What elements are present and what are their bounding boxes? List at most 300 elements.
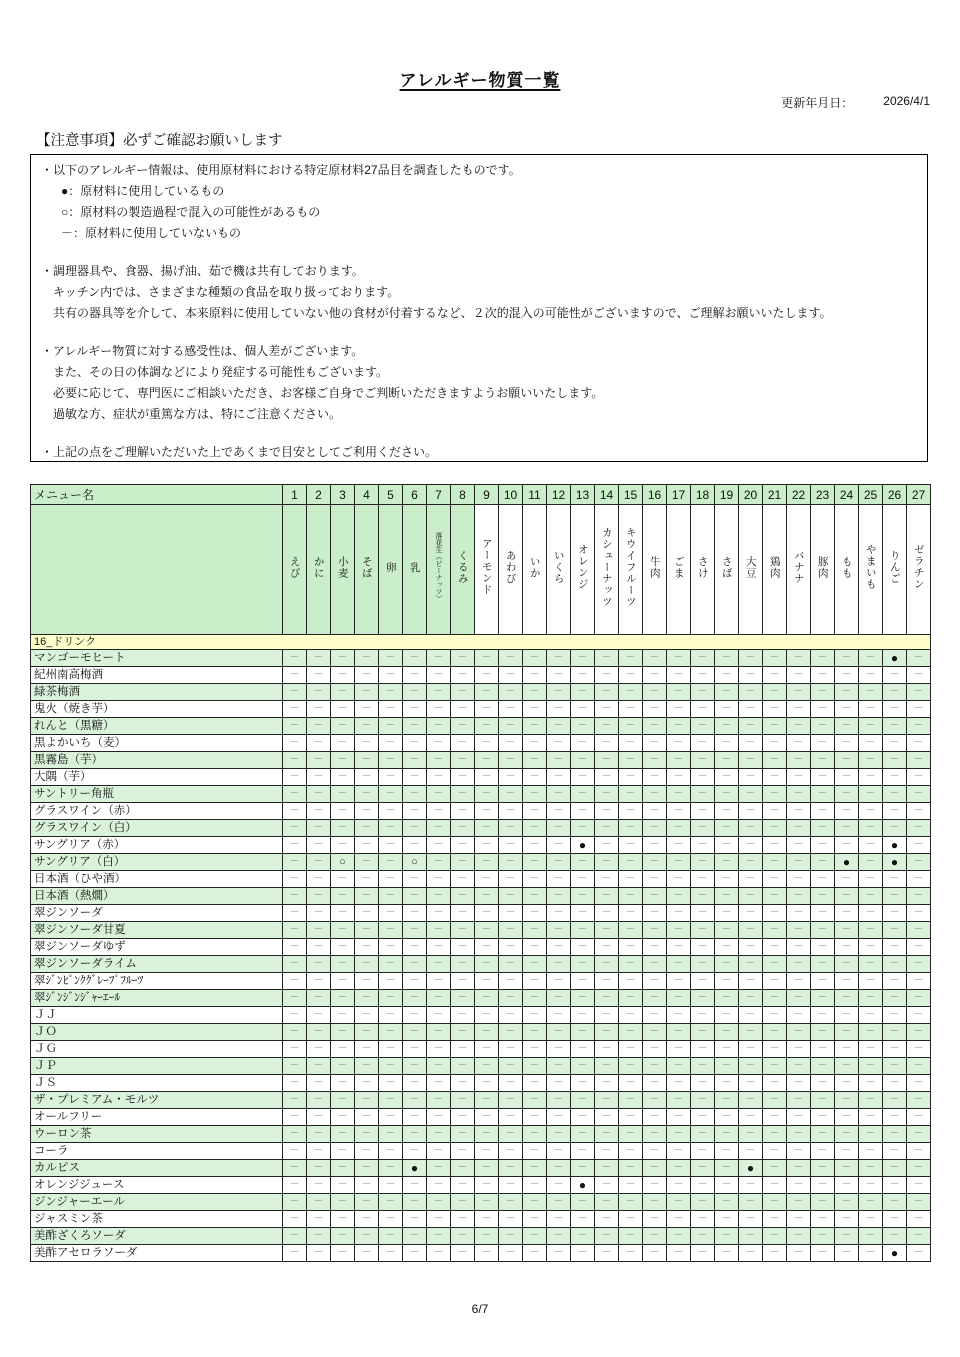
mark-cell: － [331, 956, 355, 973]
mark-cell: － [427, 1228, 451, 1245]
mark-cell: － [859, 718, 883, 735]
mark-cell: － [907, 1007, 931, 1024]
mark-cell: － [403, 837, 427, 854]
mark-cell: － [403, 1092, 427, 1109]
mark-cell: － [715, 752, 739, 769]
mark-cell: － [523, 1024, 547, 1041]
menu-row [31, 1211, 931, 1228]
mark-cell: － [499, 1075, 523, 1092]
mark-cell: － [667, 667, 691, 684]
mark-cell: － [451, 1211, 475, 1228]
mark-cell: － [811, 650, 835, 667]
mark-cell: － [595, 1058, 619, 1075]
mark-cell: － [835, 1143, 859, 1160]
mark-cell: － [571, 905, 595, 922]
mark-cell: － [907, 735, 931, 752]
mark-cell: － [355, 1126, 379, 1143]
menu-name-cell: マンゴーモヒート [31, 650, 283, 667]
mark-cell: － [499, 786, 523, 803]
mark-cell: － [907, 973, 931, 990]
mark-cell: － [283, 956, 307, 973]
mark-cell: － [547, 1058, 571, 1075]
mark-cell: － [427, 922, 451, 939]
mark-cell: － [451, 888, 475, 905]
menu-name-cell: ＪＰ [31, 1058, 283, 1075]
mark-cell: － [907, 684, 931, 701]
mark-cell: － [523, 1058, 547, 1075]
mark-cell: － [283, 1075, 307, 1092]
mark-cell: － [499, 1058, 523, 1075]
mark-cell: － [403, 1143, 427, 1160]
mark-cell: － [739, 1007, 763, 1024]
mark-cell: － [691, 1160, 715, 1177]
allergen-number: 12 [547, 485, 571, 505]
allergen-name [859, 505, 883, 635]
mark-cell: － [571, 752, 595, 769]
menu-name-cell: 日本酒（熱燗） [31, 888, 283, 905]
mark-cell: － [307, 752, 331, 769]
mark-cell: － [739, 1109, 763, 1126]
mark-cell: － [643, 1194, 667, 1211]
mark-cell: － [763, 1245, 787, 1262]
mark-cell: － [283, 905, 307, 922]
notice-line: －：原材料に使用していないもの [61, 226, 242, 240]
mark-cell: － [835, 786, 859, 803]
mark-cell: － [835, 973, 859, 990]
mark-cell: － [763, 718, 787, 735]
mark-cell: － [883, 1007, 907, 1024]
mark-cell: － [619, 1041, 643, 1058]
mark-cell: － [307, 1245, 331, 1262]
mark-cell: － [547, 735, 571, 752]
mark-cell: － [667, 803, 691, 820]
mark-cell: － [307, 888, 331, 905]
mark-cell: － [355, 1194, 379, 1211]
mark-cell: － [691, 1126, 715, 1143]
mark-cell: － [427, 1024, 451, 1041]
mark-cell: － [403, 1041, 427, 1058]
mark-cell: － [331, 786, 355, 803]
mark-cell: － [307, 1228, 331, 1245]
mark-cell: － [643, 922, 667, 939]
mark-cell: － [355, 1041, 379, 1058]
mark-cell: － [715, 650, 739, 667]
mark-cell: － [739, 905, 763, 922]
mark-cell: － [595, 939, 619, 956]
mark-cell: － [523, 1177, 547, 1194]
mark-cell: － [907, 752, 931, 769]
menu-name-cell: オールフリー [31, 1109, 283, 1126]
mark-cell: － [643, 1245, 667, 1262]
allergen-name-text: 小麦 [336, 555, 349, 579]
allergen-name [739, 505, 763, 635]
mark-cell: － [739, 956, 763, 973]
menu-name-cell: サングリア（白） [31, 854, 283, 871]
mark-cell: － [907, 922, 931, 939]
mark-cell: － [835, 803, 859, 820]
mark-cell: － [331, 1126, 355, 1143]
mark-cell: － [427, 803, 451, 820]
mark-cell: － [787, 837, 811, 854]
mark-cell: － [691, 1211, 715, 1228]
mark-cell: － [451, 922, 475, 939]
mark-cell: － [523, 735, 547, 752]
mark-cell: － [691, 837, 715, 854]
mark-cell: － [307, 990, 331, 1007]
mark-cell: － [907, 871, 931, 888]
mark-cell: － [403, 1211, 427, 1228]
mark-cell: － [499, 1228, 523, 1245]
notice-line: ・上記の点をご理解いただいた上であくまで目安としてご利用ください。 [41, 445, 438, 459]
mark-cell: － [475, 735, 499, 752]
mark-cell: － [499, 888, 523, 905]
mark-cell: － [595, 956, 619, 973]
menu-row [31, 1075, 931, 1092]
menu-row [31, 956, 931, 973]
mark-cell: － [883, 1075, 907, 1092]
mark-cell: － [907, 1211, 931, 1228]
mark-cell: － [571, 1194, 595, 1211]
mark-cell: － [331, 1245, 355, 1262]
mark-cell: － [835, 1109, 859, 1126]
mark-cell: － [475, 1058, 499, 1075]
allergen-name [571, 505, 595, 635]
mark-cell: － [547, 939, 571, 956]
mark-cell: － [883, 1194, 907, 1211]
allergen-number: 18 [691, 485, 715, 505]
menu-name-cell: グラスワイン（赤） [31, 803, 283, 820]
mark-cell: － [427, 1058, 451, 1075]
mark-cell: － [283, 701, 307, 718]
mark-cell: － [667, 1092, 691, 1109]
mark-cell: － [667, 1007, 691, 1024]
mark-cell: － [715, 1109, 739, 1126]
mark-cell: － [715, 701, 739, 718]
mark-cell: － [787, 1143, 811, 1160]
allergen-number: 21 [763, 485, 787, 505]
mark-cell: － [667, 956, 691, 973]
mark-cell: － [499, 752, 523, 769]
mark-cell: － [619, 701, 643, 718]
mark-cell: － [379, 1041, 403, 1058]
allergen-name [307, 505, 331, 635]
mark-cell: － [355, 786, 379, 803]
mark-cell: － [811, 1177, 835, 1194]
mark-cell: － [379, 769, 403, 786]
mark-cell: － [595, 1041, 619, 1058]
mark-cell: － [523, 922, 547, 939]
menu-name-cell: オレンジジュース [31, 1177, 283, 1194]
update-date-line [781, 94, 930, 111]
allergen-name [547, 505, 571, 635]
mark-cell: － [811, 871, 835, 888]
mark-cell: － [883, 803, 907, 820]
mark-cell: － [667, 1177, 691, 1194]
allergen-name-text: もも [840, 555, 853, 579]
notice-line: また、その日の体調などにより発症する可能性もございます。 [53, 365, 389, 379]
menu-name-cell: 紀州南高梅酒 [31, 667, 283, 684]
mark-cell: － [619, 905, 643, 922]
mark-cell: － [643, 1160, 667, 1177]
mark-cell: － [523, 1126, 547, 1143]
allergen-number: 2 [307, 485, 331, 505]
mark-cell: － [475, 650, 499, 667]
mark-cell: － [907, 956, 931, 973]
mark-cell: － [691, 956, 715, 973]
mark-cell: － [667, 905, 691, 922]
mark-cell: － [427, 973, 451, 990]
allergen-name [643, 505, 667, 635]
mark-cell: － [835, 871, 859, 888]
mark-cell: － [859, 939, 883, 956]
mark-cell: － [331, 1211, 355, 1228]
mark-cell: － [451, 871, 475, 888]
mark-cell: － [715, 1228, 739, 1245]
mark-cell: － [331, 837, 355, 854]
mark-cell: － [307, 854, 331, 871]
mark-cell: ● [835, 854, 859, 871]
mark-cell: － [571, 1126, 595, 1143]
mark-cell: － [595, 1211, 619, 1228]
mark-cell: － [619, 718, 643, 735]
mark-cell: － [403, 667, 427, 684]
mark-cell: － [355, 718, 379, 735]
mark-cell: － [451, 1177, 475, 1194]
mark-cell: － [379, 922, 403, 939]
mark-cell: － [859, 871, 883, 888]
mark-cell: － [523, 1143, 547, 1160]
mark-cell: － [595, 854, 619, 871]
mark-cell: － [715, 1092, 739, 1109]
mark-cell: － [427, 1007, 451, 1024]
mark-cell: － [451, 905, 475, 922]
mark-cell: － [451, 956, 475, 973]
mark-cell: － [619, 1126, 643, 1143]
mark-cell: － [427, 1075, 451, 1092]
mark-cell: － [619, 1075, 643, 1092]
notice-line: ・調理器具や、食器、揚げ油、茹で機は共有しております。 [41, 264, 364, 278]
mark-cell: － [355, 939, 379, 956]
menu-row [31, 1228, 931, 1245]
mark-cell: － [475, 1143, 499, 1160]
mark-cell: － [523, 1109, 547, 1126]
allergen-name-text: やまいも [864, 544, 877, 590]
mark-cell: － [379, 939, 403, 956]
mark-cell: － [859, 854, 883, 871]
mark-cell: － [307, 1058, 331, 1075]
allergen-name-text: 卵 [384, 562, 397, 574]
mark-cell: ● [883, 837, 907, 854]
mark-cell: － [835, 752, 859, 769]
mark-cell: － [571, 1007, 595, 1024]
mark-cell: － [859, 922, 883, 939]
mark-cell: － [427, 1092, 451, 1109]
mark-cell: － [331, 871, 355, 888]
mark-cell: － [667, 1126, 691, 1143]
mark-cell: － [859, 667, 883, 684]
mark-cell: － [571, 1075, 595, 1092]
mark-cell: － [451, 973, 475, 990]
mark-cell: － [691, 701, 715, 718]
mark-cell: － [619, 854, 643, 871]
mark-cell: － [595, 1126, 619, 1143]
mark-cell: － [307, 803, 331, 820]
mark-cell: － [595, 735, 619, 752]
mark-cell: － [571, 854, 595, 871]
menu-row [31, 837, 931, 854]
mark-cell: － [499, 820, 523, 837]
mark-cell: － [571, 735, 595, 752]
allergen-name-text: さば [720, 555, 733, 579]
mark-cell: － [403, 786, 427, 803]
mark-cell: － [547, 667, 571, 684]
menu-row [31, 1024, 931, 1041]
mark-cell: － [355, 735, 379, 752]
allergen-name-text: ゼラチン [912, 544, 925, 590]
mark-cell: － [595, 769, 619, 786]
mark-cell: － [283, 922, 307, 939]
mark-cell: － [547, 1177, 571, 1194]
mark-cell: － [763, 973, 787, 990]
mark-cell: － [499, 1194, 523, 1211]
mark-cell: － [691, 1024, 715, 1041]
mark-cell: － [547, 837, 571, 854]
mark-cell: － [739, 769, 763, 786]
mark-cell: － [475, 973, 499, 990]
notice-line: ・アレルギー物質に対する感受性は、個人差がございます。 [41, 344, 364, 358]
menu-name-header: メニュー名 [31, 485, 283, 505]
mark-cell: － [595, 718, 619, 735]
mark-cell: － [619, 752, 643, 769]
mark-cell: － [715, 1007, 739, 1024]
mark-cell: － [907, 1143, 931, 1160]
mark-cell: － [643, 854, 667, 871]
mark-cell: － [835, 956, 859, 973]
mark-cell: － [787, 1075, 811, 1092]
mark-cell: － [883, 701, 907, 718]
menu-row [31, 769, 931, 786]
mark-cell: － [835, 1024, 859, 1041]
mark-cell: － [403, 701, 427, 718]
mark-cell: － [667, 837, 691, 854]
mark-cell: － [427, 701, 451, 718]
mark-cell: － [715, 905, 739, 922]
mark-cell: － [595, 1194, 619, 1211]
mark-cell: － [331, 769, 355, 786]
mark-cell: － [379, 1194, 403, 1211]
mark-cell: － [283, 973, 307, 990]
mark-cell: － [811, 820, 835, 837]
mark-cell: － [643, 1007, 667, 1024]
mark-cell: － [811, 1143, 835, 1160]
menu-name-cell: 日本酒（ひや酒） [31, 871, 283, 888]
mark-cell: － [691, 973, 715, 990]
menu-row [31, 718, 931, 735]
mark-cell: － [859, 888, 883, 905]
menu-name-cell: 翠ｼﾞﾝｼﾞﾝｼﾞｬｰｴｰﾙ [31, 990, 283, 1007]
mark-cell: － [619, 939, 643, 956]
mark-cell: － [763, 667, 787, 684]
mark-cell: － [571, 667, 595, 684]
mark-cell: － [283, 684, 307, 701]
mark-cell: － [283, 1126, 307, 1143]
allergen-number: 15 [619, 485, 643, 505]
mark-cell: － [427, 820, 451, 837]
mark-cell: － [739, 1177, 763, 1194]
mark-cell: － [523, 956, 547, 973]
mark-cell: － [667, 820, 691, 837]
menu-name-cell: ＪＧ [31, 1041, 283, 1058]
mark-cell: － [331, 888, 355, 905]
mark-cell: － [619, 1024, 643, 1041]
mark-cell: － [859, 1211, 883, 1228]
mark-cell: － [451, 1109, 475, 1126]
mark-cell: － [739, 1228, 763, 1245]
mark-cell: － [451, 1245, 475, 1262]
mark-cell: － [787, 1109, 811, 1126]
notice-box [30, 154, 928, 462]
mark-cell: － [475, 837, 499, 854]
mark-cell: － [739, 990, 763, 1007]
mark-cell: － [643, 1143, 667, 1160]
mark-cell: － [667, 752, 691, 769]
mark-cell: － [547, 922, 571, 939]
mark-cell: － [523, 1075, 547, 1092]
mark-cell: － [547, 1143, 571, 1160]
mark-cell: － [883, 735, 907, 752]
mark-cell: － [739, 803, 763, 820]
allergen-name [451, 505, 475, 635]
mark-cell: － [499, 1041, 523, 1058]
mark-cell: － [859, 1126, 883, 1143]
mark-cell: － [523, 1007, 547, 1024]
mark-cell: － [691, 1109, 715, 1126]
mark-cell: － [499, 650, 523, 667]
notice-line: 過敏な方、症状が重篤な方は、特にご注意ください。 [53, 407, 342, 421]
mark-cell: － [355, 1092, 379, 1109]
mark-cell: － [691, 1007, 715, 1024]
mark-cell: － [691, 922, 715, 939]
menu-row [31, 1058, 931, 1075]
mark-cell: － [307, 1177, 331, 1194]
mark-cell: － [355, 854, 379, 871]
mark-cell: － [523, 854, 547, 871]
mark-cell: － [307, 837, 331, 854]
mark-cell: － [883, 1092, 907, 1109]
page-title: アレルギー物質一覧 [399, 71, 561, 90]
mark-cell: － [739, 820, 763, 837]
mark-cell: － [691, 1075, 715, 1092]
mark-cell: － [427, 1143, 451, 1160]
mark-cell: － [715, 1245, 739, 1262]
mark-cell: － [835, 769, 859, 786]
mark-cell: － [667, 1143, 691, 1160]
mark-cell: － [715, 1024, 739, 1041]
mark-cell: － [475, 1075, 499, 1092]
mark-cell: － [571, 650, 595, 667]
mark-cell: － [715, 837, 739, 854]
mark-cell: － [739, 888, 763, 905]
menu-row [31, 820, 931, 837]
allergen-name-text: あわび [504, 549, 517, 585]
mark-cell: － [355, 837, 379, 854]
mark-cell: － [547, 854, 571, 871]
mark-cell: － [547, 1092, 571, 1109]
mark-cell: － [907, 990, 931, 1007]
mark-cell: － [283, 1092, 307, 1109]
mark-cell: － [475, 990, 499, 1007]
mark-cell: － [475, 752, 499, 769]
